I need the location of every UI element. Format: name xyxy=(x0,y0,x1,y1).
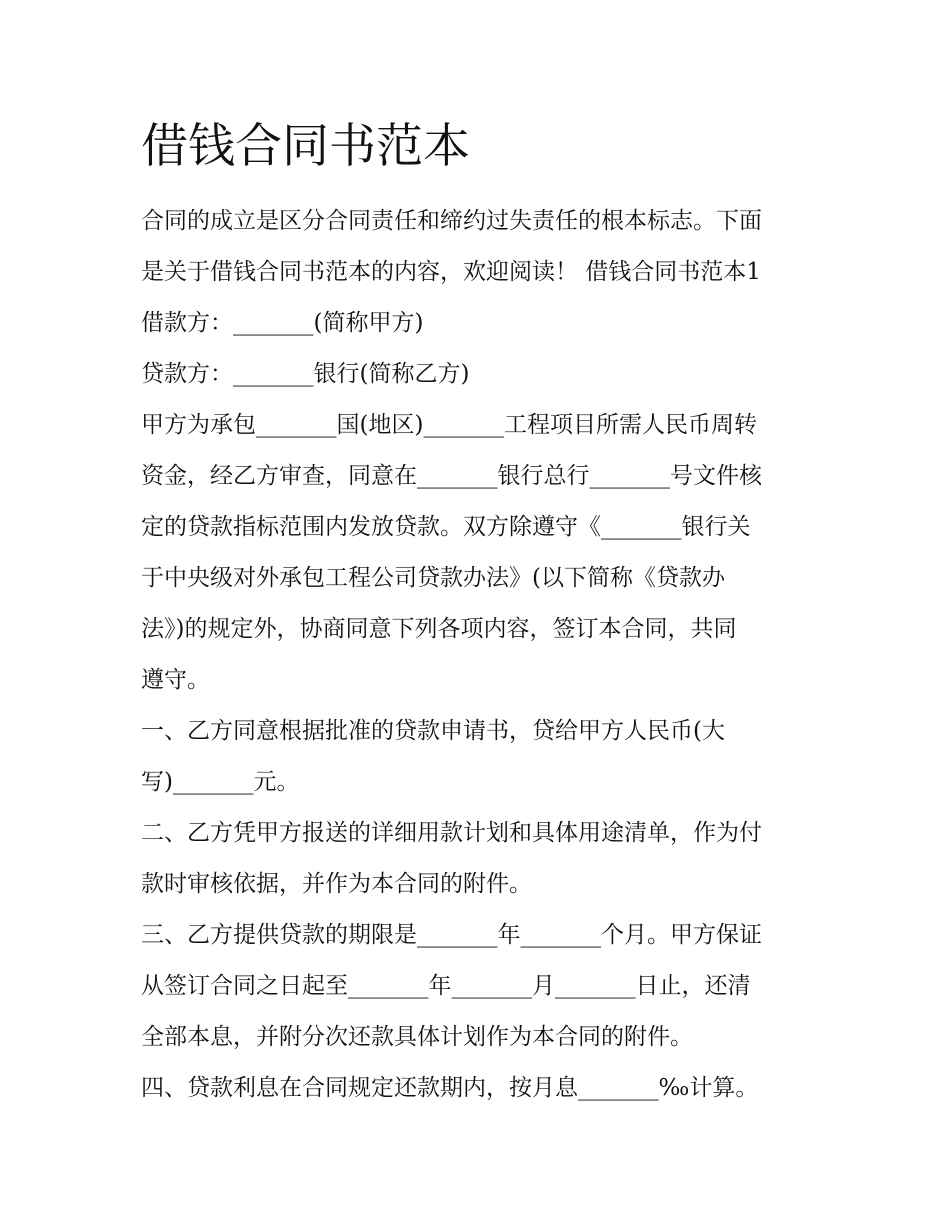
paragraph-line: 资金，经乙方审查，同意在_______银行总行_______号文件核 xyxy=(141,463,762,489)
paragraph-line: 二、乙方凭甲方报送的详细用款计划和具体用途清单，作为付 xyxy=(141,820,762,846)
paragraph-line: 甲方为承包_______国(地区)_______工程项目所需人民币周转 xyxy=(141,412,757,438)
paragraph-line: 合同的成立是区分合同责任和缔约过失责任的根本标志。下面 xyxy=(141,208,762,234)
paragraph-line: 是关于借钱合同书范本的内容，欢迎阅读！ 借钱合同书范本1 xyxy=(141,259,761,285)
paragraph-line: 贷款方：_______银行(简称乙方) xyxy=(141,361,470,387)
paragraph-line: 遵守。 xyxy=(141,667,210,693)
paragraph-line: 从签订合同之日起至_______年_______月_______日止，还清 xyxy=(141,973,751,999)
paragraph-line: 三、乙方提供贷款的期限是_______年_______个月。甲方保证 xyxy=(141,922,762,948)
paragraph-line: 借款方：_______(简称甲方) xyxy=(141,310,424,336)
paragraph-line: 于中央级对外承包工程公司贷款办法》(以下简称《贷款办 xyxy=(141,565,725,591)
paragraph-line: 全部本息，并附分次还款具体计划作为本合同的附件。 xyxy=(141,1024,693,1050)
document-title: 借钱合同书范本 xyxy=(141,119,470,174)
paragraph-line: 一、乙方同意根据批准的贷款申请书，贷给甲方人民币(大 xyxy=(141,718,725,744)
paragraph-line: 法》)的规定外，协商同意下列各项内容，签订本合同，共同 xyxy=(141,616,737,642)
paragraph-line: 款时审核依据，并作为本合同的附件。 xyxy=(141,871,532,897)
paragraph-line: 定的贷款指标范围内发放贷款。双方除遵守《_______银行关 xyxy=(141,514,751,540)
paragraph-line: 写)_______元。 xyxy=(141,769,300,795)
paragraph-line: 四、贷款利息在合同规定还款期内，按月息_______‰计算。 xyxy=(141,1075,759,1101)
